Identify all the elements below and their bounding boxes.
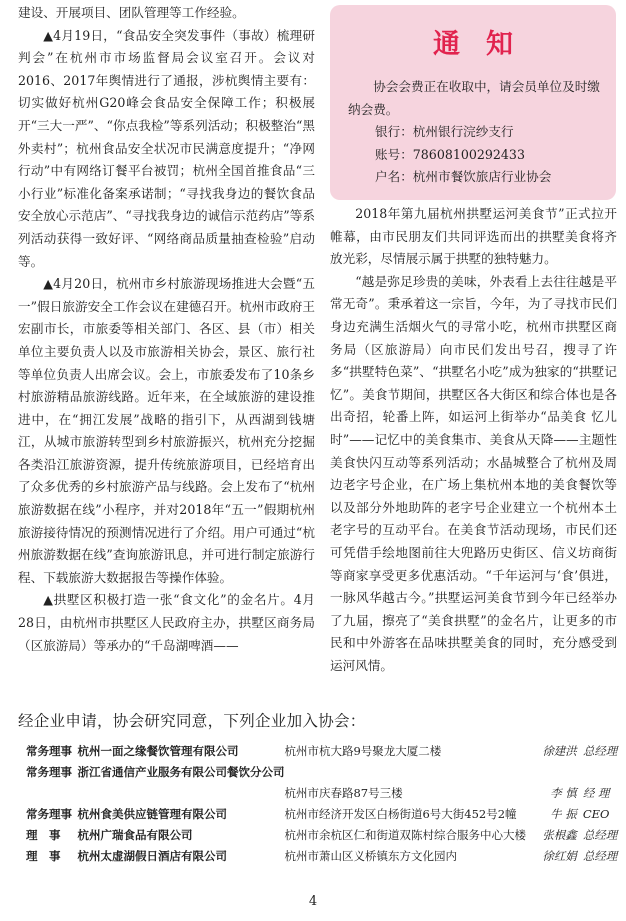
notice-holder: 户名：杭州市餐饮旅店行业协会 bbox=[375, 169, 552, 185]
member-company: 杭州食美供应链管理有限公司 bbox=[77, 806, 227, 821]
member-position: 总经理 bbox=[582, 827, 618, 842]
right-column bbox=[330, 203, 617, 677]
member-title bbox=[26, 782, 77, 803]
member-company: 杭州一面之缘餐饮管理有限公司 bbox=[77, 743, 239, 758]
member-contact: 李 慎 bbox=[550, 785, 577, 800]
member-row bbox=[26, 824, 618, 845]
new-members-table bbox=[26, 740, 618, 866]
new-members-heading: 经企业申请，协会研究同意，下列企业加入协会： bbox=[18, 712, 366, 730]
notice-text: 协会会费正在收取中，请会员单位及时缴纳会费。 bbox=[348, 79, 600, 117]
food-festival-paragraph-2: “越是弥足珍贵的美味，外表看上去往往越是平常无奇”。秉承着这一宗旨，今年，为了寻找市民们身边充满生活烟火气的寻常小吃，杭州市拱墅区商务局（区旅游局）向市民们发出号召，搜寻了许多“拱墅特色菜”、“拱墅名小吃”成为独家的“拱墅记忆”。美食节期间，拱墅区各大街区和综合体也是各出奇招，轮番上阵，如运河上街举办“品美食 忆儿时”——记忆中的美食集市、美食从天降——主题性美食快闪互动等系列活动；水晶城整合了杭州及周边老字号企业，在广场上集杭州本地的美食餐饮等以及部分外地助阵的老字号企业建立一个杭州本土老字号的互动平台。在美食节活动现场，市民们还可凭借手绘地图前往大兜路历史街区、信义坊商街等商家享受更多优惠活动。“千年运河与‘食’俱进，一脉风华越古今。”拱墅运河美食节到今年已经举办了九届，擦亮了“美食拱墅”的金名片，让更多的市民和中外游客在品味拱墅美食的同时，充分感受到运河风情。 bbox=[330, 273, 617, 673]
member-address: 杭州市经济开发区白杨街道6号大街452号2幢 bbox=[284, 806, 517, 821]
member-contact: 徐红娟 bbox=[542, 848, 577, 863]
member-address: 杭州市余杭区仁和街道双陈村综合服务中心大楼 bbox=[284, 827, 526, 842]
member-company: 浙江省通信产业服务有限公司餐饮分公司 bbox=[77, 764, 285, 779]
member-title: 常务理事 bbox=[26, 806, 72, 821]
article-continuation: 建设、开展项目、团队管理等工作经验。 bbox=[18, 5, 245, 20]
member-address: 杭州市杭大路9号聚龙大厦二楼 bbox=[284, 743, 442, 758]
notice-bank: 银行：杭州银行浣纱支行 bbox=[375, 124, 514, 140]
news-item-food-safety: ▲4月19日，“食品安全突发事件（事故）梳理研判会”在杭州市市场监督局会议室召开。会议对2016、2017年舆情进行了通报，涉杭舆情主要有：切实做好杭州G20峰会食品安全保障工作；积极展开“三大一严”、“你点我检”等系列活动；积极整治“黑外卖村”；杭州食品安全状况市民满意度提升；“净网行动”中有网络订餐平台被罚；杭州全国首推食品“三小行业”标准化备案承诺制；“寻找我身边的餐饮食品安全放心示范店”、“寻找我身边的诚信示范药店”等系列活动获得一致好评、“网络商品质量抽查检验”启动等。 bbox=[18, 27, 315, 269]
notice-body bbox=[330, 63, 616, 189]
news-item-gongshu-food: ▲拱墅区积极打造一张“食文化”的金名片。4月28日，由杭州市拱墅区人民政府主办，拱墅区商务局（区旅游局）等承办的“千岛湖啤酒—— bbox=[18, 592, 315, 653]
member-address bbox=[284, 761, 533, 782]
member-address: 杭州市萧山区义桥镇东方文化园内 bbox=[284, 848, 457, 863]
member-position: 总经理 bbox=[582, 848, 618, 863]
left-column bbox=[18, 2, 315, 657]
member-title: 常务理事 bbox=[26, 743, 72, 758]
member-contact: 张根鑫 bbox=[542, 827, 577, 842]
food-festival-paragraph-1: 2018年第九届杭州拱墅运河美食节”正式拉开帷幕，由市民朋友们共同评选而出的拱墅美食将齐放光彩，尽情展示属于拱墅的独特魅力。 bbox=[330, 206, 617, 267]
member-title: 常务理事 bbox=[26, 764, 72, 779]
member-position: CEO bbox=[582, 806, 610, 821]
member-contact: 牛 振 bbox=[550, 806, 577, 821]
member-company: 杭州广瑞食品有限公司 bbox=[77, 827, 193, 842]
notice-box bbox=[330, 5, 616, 200]
member-row bbox=[26, 782, 618, 803]
member-company bbox=[77, 782, 284, 803]
member-contact bbox=[533, 761, 582, 782]
member-row bbox=[26, 803, 618, 824]
member-row bbox=[26, 740, 618, 761]
member-position: 总经理 bbox=[582, 743, 618, 758]
member-row bbox=[26, 761, 618, 782]
member-row bbox=[26, 845, 618, 866]
member-position bbox=[583, 761, 618, 782]
notice-title: 通知 bbox=[433, 29, 539, 60]
news-item-rural-tourism: ▲4月20日，杭州市乡村旅游现场推进大会暨“五一”假日旅游安全工作会议在建德召开。杭州市政府王宏副市长，市旅委等相关部门、各区、县（市）相关单位主要负责人以及市旅游相关协会，景区、旅行社等单位负责人出席会议。会上，市旅委发布了10条乡村旅游精品旅游线路。近年来，在全域旅游的建设推进中，在“拥江发展”战略的指引下，从西湖到钱塘江，从城市旅游转型到乡村旅游振兴，杭州充分挖掘各类沿江旅游资源，提升传统旅游项目，已经培育出了众多优秀的乡村旅游产品与线路。会上发布了“杭州旅游数据在线”小程序，并对2018年“五一”假期杭州旅游接待情况的预测情况进行了介绍。用户可通过“杭州旅游数据在线”查询旅游讯息，并可进行制定旅游行程、下载旅游大数据报告等操作体验。 bbox=[18, 276, 315, 585]
member-contact: 徐建洪 bbox=[542, 743, 577, 758]
member-position: 经 理 bbox=[582, 785, 610, 800]
member-company: 杭州太虚湖假日酒店有限公司 bbox=[77, 848, 227, 863]
member-address: 杭州市庆春路87号三楼 bbox=[284, 785, 403, 800]
member-title: 理 事 bbox=[26, 827, 61, 842]
notice-account: 账号：78608100292433 bbox=[375, 146, 525, 162]
member-title: 理 事 bbox=[26, 848, 61, 863]
page-number: 4 bbox=[308, 894, 318, 909]
